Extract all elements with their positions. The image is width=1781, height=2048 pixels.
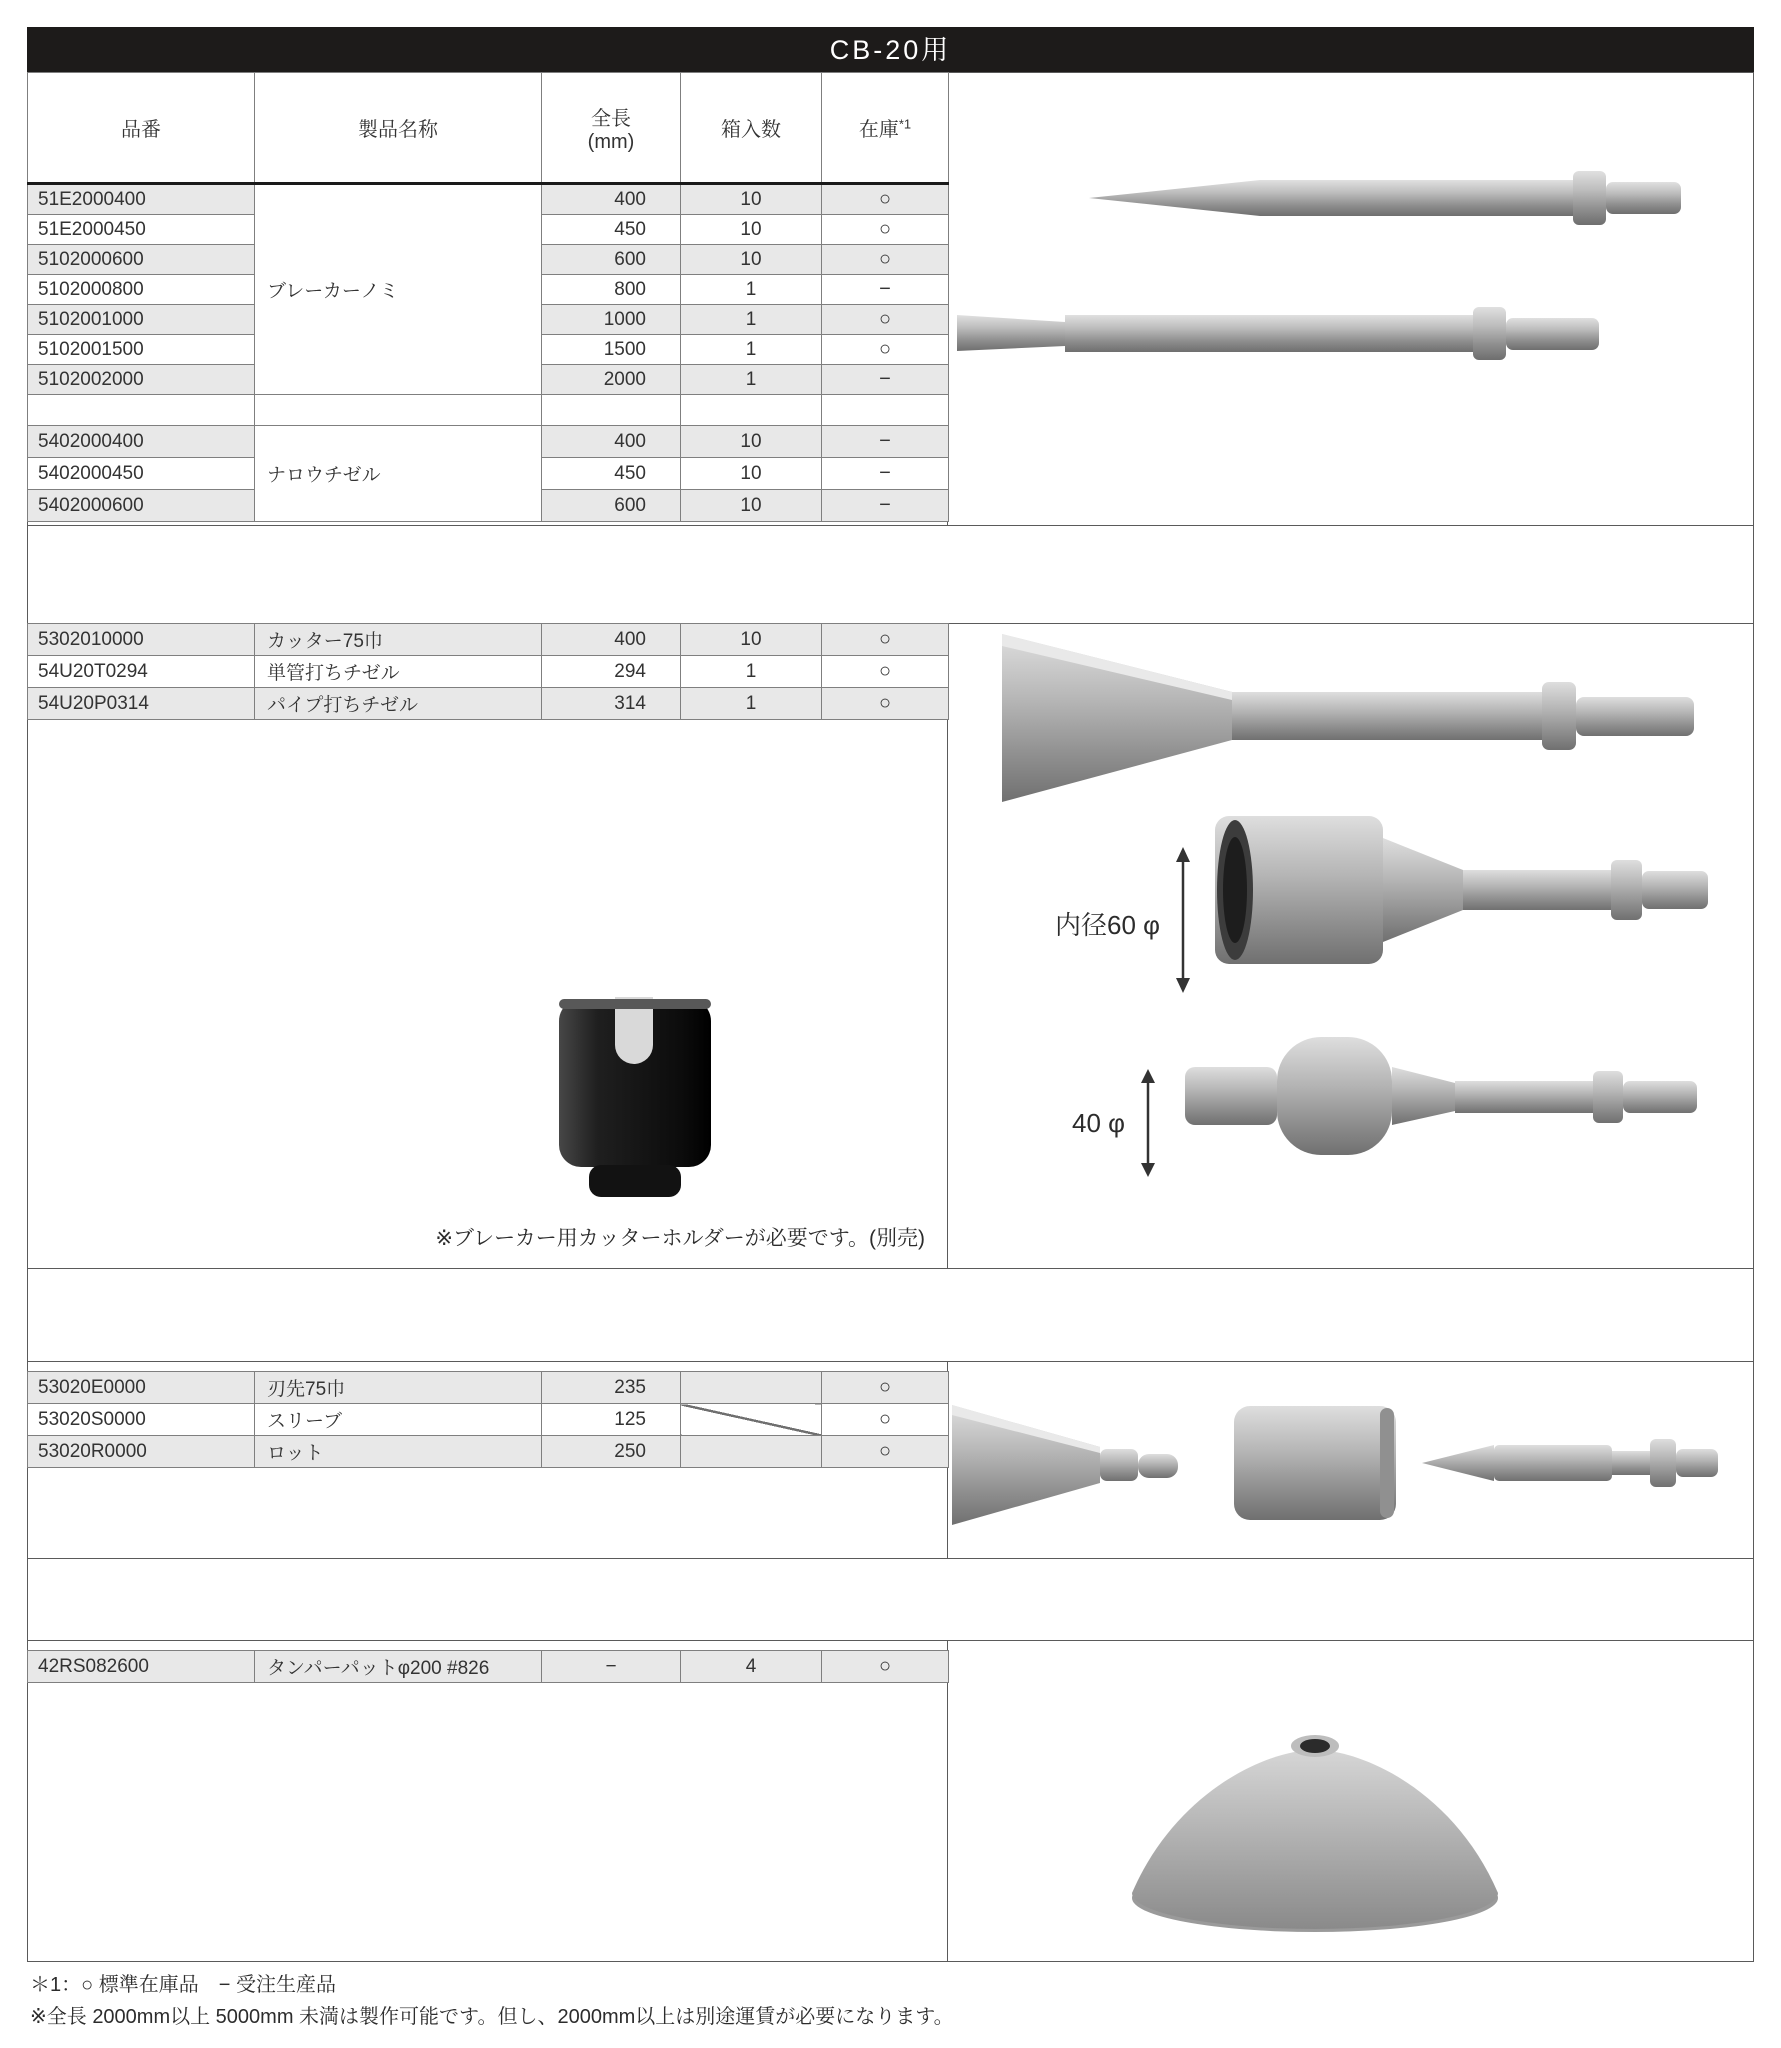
40-dia-driver-image	[1185, 1025, 1700, 1175]
header-stock: 在庫$^{*1}$	[822, 73, 949, 184]
length-cell: 250	[542, 1436, 681, 1468]
spacer-row	[28, 395, 949, 426]
length-cell: 600	[542, 490, 681, 522]
parts-table-breaker-chisels	[27, 72, 949, 522]
stock-cell: ○	[822, 245, 949, 275]
box-qty-cell: 10	[681, 490, 822, 522]
table-row	[28, 688, 949, 720]
length-cell: 400	[542, 624, 681, 656]
40-dia-arrow-icon	[1133, 1068, 1163, 1183]
stock-cell: ○	[822, 656, 949, 688]
part-no-cell: 51E2000450	[28, 215, 255, 245]
box-qty-cell: 1	[681, 335, 822, 365]
inner-diameter-arrow-icon	[1168, 845, 1198, 1000]
product-name-cell: スリーブ	[255, 1404, 542, 1436]
stock-cell: ○	[822, 335, 949, 365]
40-dia-label: 40 φ	[1071, 1108, 1125, 1138]
cutter-holder-note: ※ブレーカー用カッターホルダーが必要です。(別売)	[435, 1227, 925, 1250]
table-row	[28, 1372, 949, 1404]
stock-cell: ○	[822, 624, 949, 656]
box-qty-cell: 1	[681, 305, 822, 335]
box-qty-cell: 1	[681, 656, 822, 688]
part-no-cell: 5102002000	[28, 365, 255, 395]
stock-legend-footnote: ＊1：○ 標準在庫品 − 受注生産品	[30, 1974, 336, 1996]
part-no-cell: 5102000800	[28, 275, 255, 305]
part-no-cell: 53020S0000	[28, 1404, 255, 1436]
stock-cell: ○	[822, 1404, 949, 1436]
section-divider	[27, 525, 1754, 526]
part-no-cell: 5102000600	[28, 245, 255, 275]
blade-75-image	[950, 1385, 1180, 1550]
header-box-qty: 箱入数	[681, 73, 822, 184]
header-product-name: 製品名称	[255, 73, 542, 184]
length-footnote: ※全長 2000mm以上 5000mm 未満は製作可能です。但し、2000mm以上は別途運賃が必要になります。	[30, 2006, 954, 2028]
product-name-cell: ブレーカーノミ	[255, 184, 542, 395]
table-row	[28, 426, 949, 458]
length-cell: 314	[542, 688, 681, 720]
length-cell: 800	[542, 275, 681, 305]
part-no-cell: 5402000600	[28, 490, 255, 522]
box-qty-cell: 1	[681, 365, 822, 395]
stock-cell: −	[822, 458, 949, 490]
parts-table-blade-set	[27, 1371, 949, 1468]
box-qty-cell: 1	[681, 688, 822, 720]
pipe-driving-chisel-image	[1215, 808, 1710, 978]
table-header-row	[28, 73, 949, 184]
box-qty-cell: 10	[681, 184, 822, 215]
section-divider	[27, 1640, 1754, 1641]
table-row	[28, 1404, 949, 1436]
length-cell: 2000	[542, 365, 681, 395]
length-cell: 125	[542, 1404, 681, 1436]
part-no-cell: 51E2000400	[28, 184, 255, 215]
stock-cell: ○	[822, 1651, 949, 1683]
page-title-bar	[27, 27, 1754, 73]
length-cell: 1000	[542, 305, 681, 335]
rod-image	[1420, 1405, 1720, 1525]
box-qty-cell: 10	[681, 245, 822, 275]
table-row	[28, 1436, 949, 1468]
part-no-cell: 5402000450	[28, 458, 255, 490]
box-qty-cell: 10	[681, 215, 822, 245]
table-row	[28, 656, 949, 688]
product-name-cell: ナロウチゼル	[255, 426, 542, 522]
wide-cutter-image	[1000, 628, 1700, 813]
part-no-cell: 53020E0000	[28, 1372, 255, 1404]
length-cell: 450	[542, 458, 681, 490]
length-cell: −	[542, 1651, 681, 1683]
header-part-no: 品番	[28, 73, 255, 184]
product-name-cell: タンパーパットφ200 #826	[255, 1651, 542, 1683]
part-no-cell: 5402000400	[28, 426, 255, 458]
header-length: 全長 (mm)	[542, 73, 681, 184]
length-cell: 235	[542, 1372, 681, 1404]
length-cell: 400	[542, 184, 681, 215]
product-name-cell: パイプ打ちチゼル	[255, 688, 542, 720]
stock-cell: −	[822, 365, 949, 395]
sleeve-image	[1230, 1398, 1400, 1533]
product-name-cell: 単管打ちチゼル	[255, 656, 542, 688]
stock-cell: ○	[822, 215, 949, 245]
column-divider	[947, 1640, 948, 1962]
section-divider	[27, 1268, 1754, 1269]
stock-cell: −	[822, 490, 949, 522]
part-no-cell: 5302010000	[28, 624, 255, 656]
page-title: CB-20用	[829, 35, 952, 65]
section-divider	[27, 1361, 1754, 1362]
box-qty-cell: 10	[681, 426, 822, 458]
part-no-cell: 53020R0000	[28, 1436, 255, 1468]
box-qty-cell: 1	[681, 275, 822, 305]
part-no-cell: 5102001000	[28, 305, 255, 335]
flat-chisel-image	[955, 285, 1605, 385]
box-qty-cell: 10	[681, 458, 822, 490]
tamper-pad-image	[1115, 1668, 1515, 1958]
length-cell: 450	[542, 215, 681, 245]
part-no-cell: 5102001500	[28, 335, 255, 365]
box-qty-cell-na	[681, 1404, 822, 1436]
box-qty-cell-na	[681, 1436, 822, 1468]
stock-cell: ○	[822, 184, 949, 215]
table-row	[28, 1651, 949, 1683]
stock-cell: ○	[822, 1372, 949, 1404]
length-cell: 294	[542, 656, 681, 688]
moil-point-chisel-image	[1085, 150, 1685, 250]
part-no-cell: 54U20T0294	[28, 656, 255, 688]
table-row	[28, 624, 949, 656]
length-cell: 600	[542, 245, 681, 275]
stock-cell: ○	[822, 305, 949, 335]
box-qty-cell: 10	[681, 624, 822, 656]
box-qty-cell: 4	[681, 1651, 822, 1683]
section-divider	[27, 1558, 1754, 1559]
part-no-cell: 42RS082600	[28, 1651, 255, 1683]
box-qty-cell-na	[681, 1372, 822, 1404]
product-name-cell: カッター75巾	[255, 624, 542, 656]
inner-diameter-label: 内径60 φ	[1054, 910, 1160, 940]
cutter-holder-image	[545, 985, 725, 1210]
stock-cell: ○	[822, 688, 949, 720]
stock-cell: ○	[822, 1436, 949, 1468]
length-cell: 400	[542, 426, 681, 458]
length-cell: 1500	[542, 335, 681, 365]
product-name-cell: 刃先75巾	[255, 1372, 542, 1404]
part-no-cell: 54U20P0314	[28, 688, 255, 720]
stock-cell: −	[822, 426, 949, 458]
parts-table-cutters	[27, 623, 949, 720]
stock-cell: −	[822, 275, 949, 305]
product-name-cell: ロット	[255, 1436, 542, 1468]
parts-table-tamper-pad	[27, 1650, 949, 1683]
table-row	[28, 184, 949, 215]
